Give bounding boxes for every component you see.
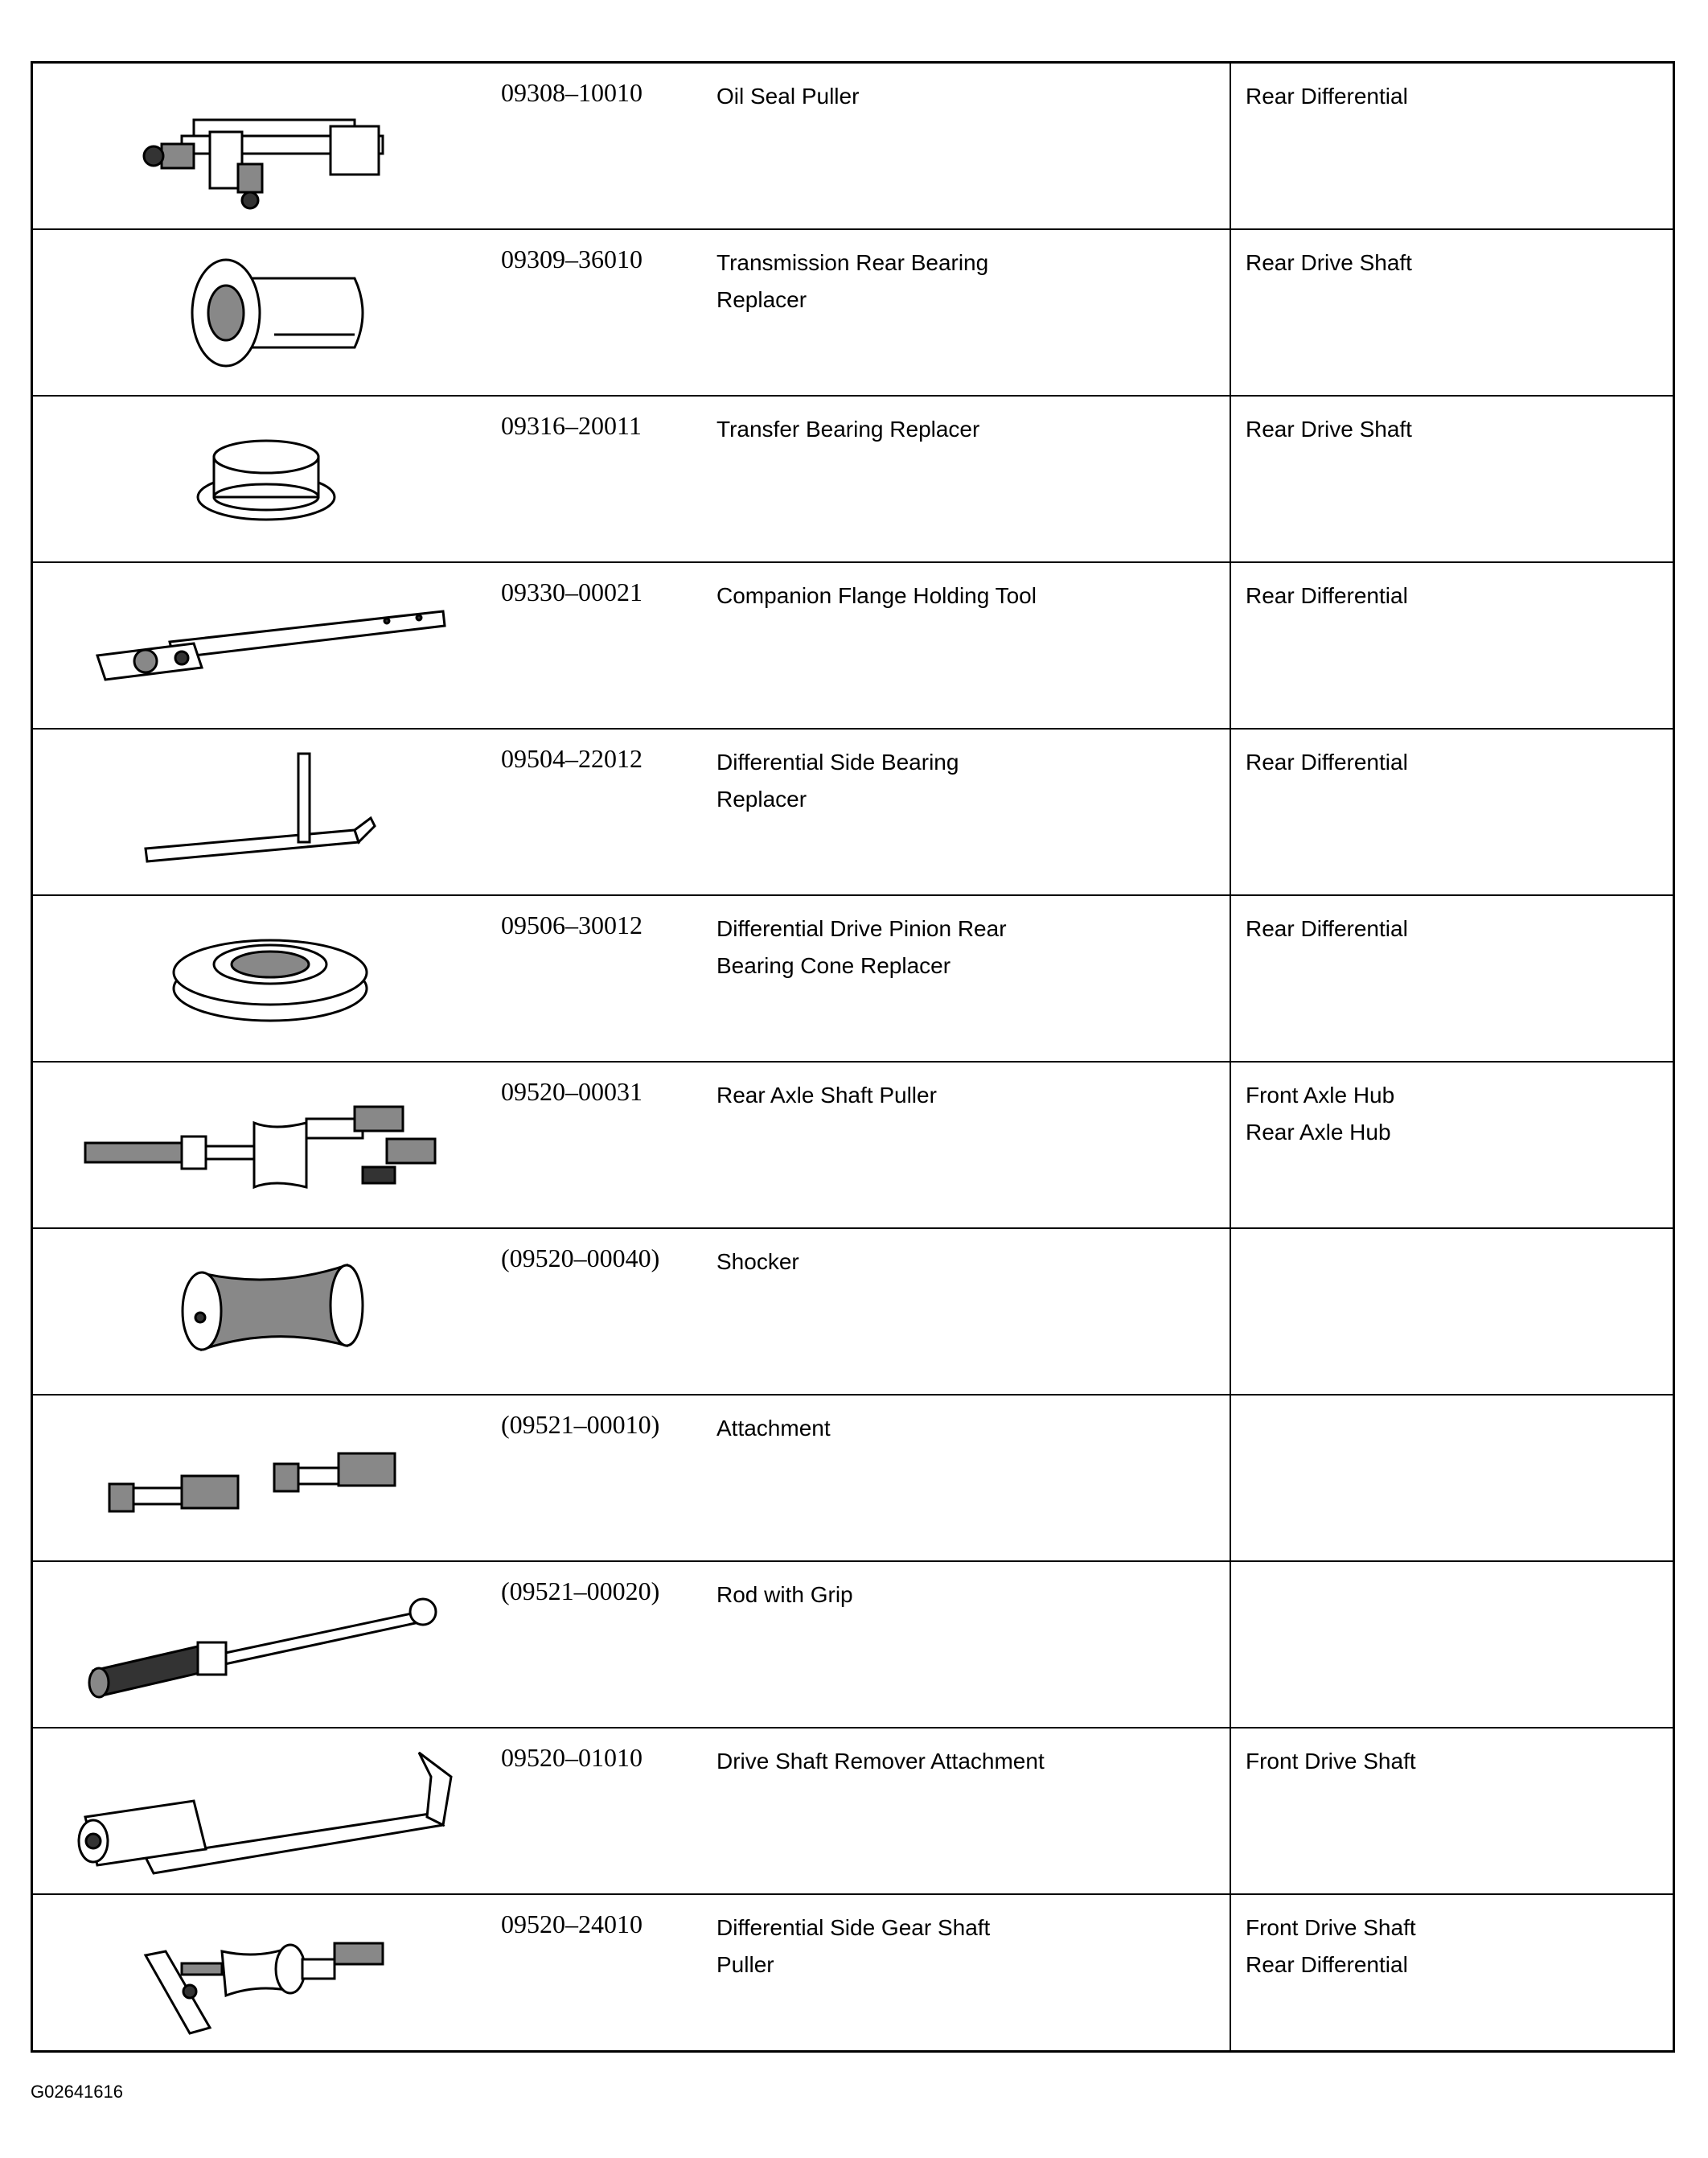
bearing-replacer-illustration xyxy=(33,230,483,395)
table-row xyxy=(33,896,1673,1063)
oil-seal-puller-illustration xyxy=(33,64,483,228)
tool-usage: Rear Differential xyxy=(1246,583,1408,608)
tool-name: Rear Axle Shaft Puller xyxy=(716,1083,937,1108)
column-divider xyxy=(1230,1229,1231,1394)
tool-table xyxy=(31,61,1675,2053)
table-row xyxy=(33,1728,1673,1895)
column-divider xyxy=(1230,1728,1231,1893)
table-row xyxy=(33,730,1673,896)
table-row xyxy=(33,1063,1673,1229)
axle-shaft-puller-illustration xyxy=(33,1063,483,1227)
tool-name: Differential Drive Pinion Rear Bearing Cone Replacer xyxy=(716,916,1007,978)
table-row xyxy=(33,64,1673,230)
part-number: 09316–20011 xyxy=(501,411,642,440)
tool-name: Companion Flange Holding Tool xyxy=(716,583,1037,608)
column-divider xyxy=(1230,563,1231,728)
tool-usage: Rear Differential xyxy=(1246,750,1408,775)
part-number: (09521–00020) xyxy=(501,1576,660,1605)
flange-holding-tool-illustration xyxy=(33,563,483,728)
tool-usage: Rear Differential xyxy=(1246,84,1408,109)
tool-name: Drive Shaft Remover Attachment xyxy=(716,1749,1045,1774)
tool-name: Transfer Bearing Replacer xyxy=(716,417,980,442)
part-number: 09506–30012 xyxy=(501,910,643,939)
tool-name: Transmission Rear Bearing Replacer xyxy=(716,250,989,312)
transfer-bearing-replacer-illustration xyxy=(33,397,483,561)
table-row xyxy=(33,1562,1673,1728)
column-divider xyxy=(1230,1562,1231,1727)
bearing-cone-replacer-illustration xyxy=(33,896,483,1061)
part-number: 09520–01010 xyxy=(501,1743,643,1772)
table-row xyxy=(33,1396,1673,1562)
table-row xyxy=(33,563,1673,730)
drive-shaft-remover-illustration xyxy=(33,1728,483,1893)
column-divider xyxy=(1230,230,1231,395)
tool-usage: Front Drive Shaft xyxy=(1246,1749,1416,1774)
side-gear-shaft-puller-illustration xyxy=(33,1895,483,2050)
part-number: 09504–22012 xyxy=(501,744,643,773)
part-number: 09520–00031 xyxy=(501,1077,643,1106)
part-number: 09309–36010 xyxy=(501,245,643,273)
figure-id: G02641616 xyxy=(31,2082,123,2102)
part-number: 09330–00021 xyxy=(501,578,643,606)
tool-name: Attachment xyxy=(716,1416,831,1441)
part-number: 09520–24010 xyxy=(501,1909,643,1938)
rod-with-grip-illustration xyxy=(33,1562,483,1727)
table-row xyxy=(33,230,1673,397)
column-divider xyxy=(1230,397,1231,561)
column-divider xyxy=(1230,896,1231,1061)
table-row xyxy=(33,1895,1673,2050)
side-bearing-replacer-illustration xyxy=(33,730,483,894)
tool-usage: Front Axle Hub Rear Axle Hub xyxy=(1246,1083,1395,1145)
tool-name: Oil Seal Puller xyxy=(716,84,860,109)
tool-name: Shocker xyxy=(716,1249,799,1274)
table-row xyxy=(33,397,1673,563)
part-number: 09308–10010 xyxy=(501,78,643,107)
column-divider xyxy=(1230,64,1231,228)
tool-name: Rod with Grip xyxy=(716,1582,853,1607)
part-number: (09520–00040) xyxy=(501,1243,660,1272)
column-divider xyxy=(1230,1063,1231,1227)
column-divider xyxy=(1230,1895,1231,2050)
table-row xyxy=(33,1229,1673,1396)
tool-name: Differential Side Bearing Replacer xyxy=(716,750,959,812)
column-divider xyxy=(1230,730,1231,894)
attachment-illustration xyxy=(33,1396,483,1560)
tool-usage: Rear Differential xyxy=(1246,916,1408,941)
column-divider xyxy=(1230,1396,1231,1560)
tool-usage: Rear Drive Shaft xyxy=(1246,417,1412,442)
tool-name: Differential Side Gear Shaft Puller xyxy=(716,1915,991,1977)
tool-usage: Front Drive Shaft Rear Differential xyxy=(1246,1915,1416,1977)
tool-usage: Rear Drive Shaft xyxy=(1246,250,1412,275)
shocker-illustration xyxy=(33,1229,483,1394)
part-number: (09521–00010) xyxy=(501,1410,660,1439)
